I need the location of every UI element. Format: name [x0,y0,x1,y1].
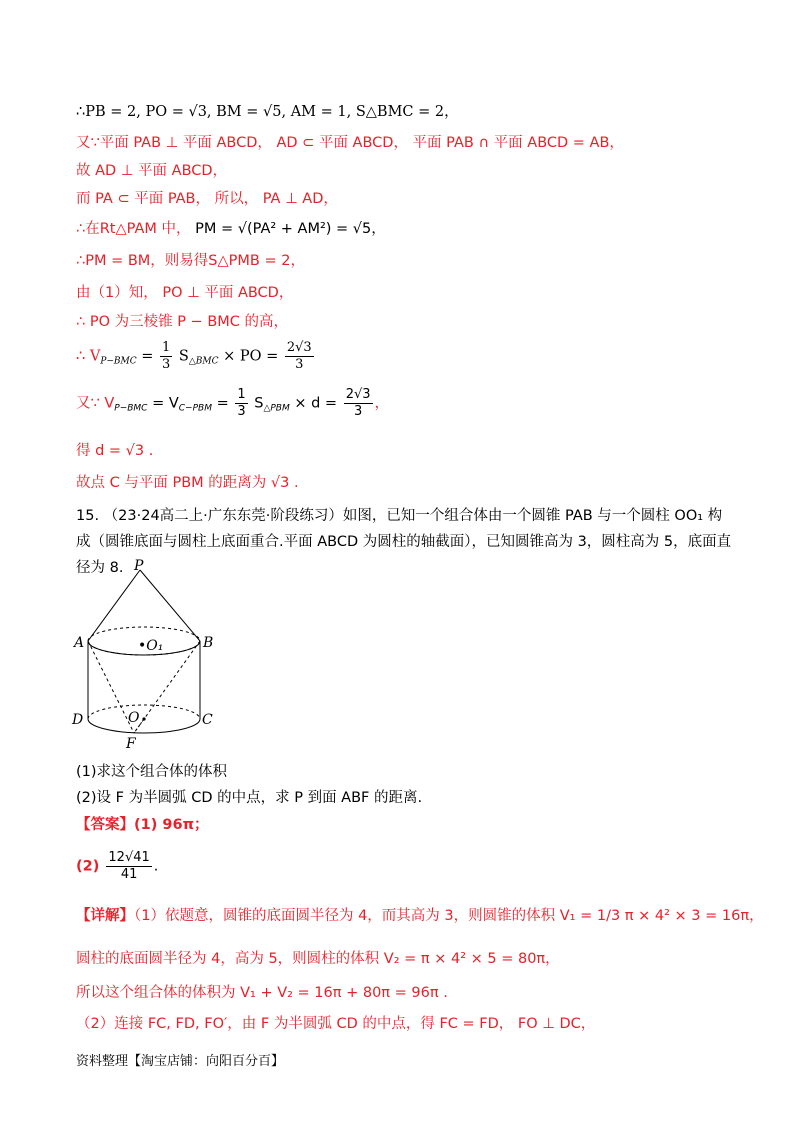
frac-den-2: 3 [295,357,304,372]
frac-num-4: 2√3 [345,387,371,402]
answer-label: 【答案】 [76,817,134,833]
line-10-sub2: C−PBM [178,403,212,414]
question-1: (1)求这个组合体的体积 [76,764,228,780]
line-10-d: S [249,395,264,412]
question-2: (2)设 F 为半圆弧 CD 的中点，求 P 到面 ABF 的距离. [76,790,423,806]
line-7: 由（1）知， PO ⊥ 平面 ABCD， [76,285,294,301]
label-A: A [74,635,85,651]
line-10-e: × d = [289,395,342,412]
line-9-b: = [136,348,158,365]
detail-label: 【详解】 [76,908,134,924]
label-F: F [126,736,136,752]
line-9-sub2: △BMC [188,356,219,367]
bottom-ellipse-front [88,719,200,733]
label-P: P [134,558,144,574]
line-10-b: = V [147,395,179,412]
frac-den-4: 3 [353,404,363,419]
detail-line-3: 所以这个组合体的体积为 V₁ + V₂ = 16π + 80π = 96π . [76,985,448,1001]
label-O1: •O₁ [138,638,164,654]
line-10-sub3: △PBM [263,403,290,414]
answer-line-1 [76,815,209,835]
label-C: C [202,712,213,728]
answer-2-num: 12√41 [108,850,150,865]
answer-2-suffix: . [153,858,159,875]
line-10-sub: P−BMC [114,403,148,414]
line-10-a: 又∵ V [76,395,115,412]
line-9-d: × PO = [218,348,283,365]
answer-line-2 [76,850,158,883]
line-11: 得 d = √3 . [76,443,154,459]
footer-text: 资料整理【淘宝店铺：向阳百分百】 [76,1054,285,1069]
detail-line-4: （2）连接 FC, FD, FO′，由 F 为半圆弧 CD 的中点，得 FC = FD， FO ⊥ DC， [76,1016,596,1032]
frac-num: 1 [162,340,171,355]
line-2: 又∵平面 PAB ⊥ 平面 ABCD， AD ⊂ 平面 ABCD， 平面 PAB ∩ 平面 ABCD = AB， [76,135,624,151]
answer-2-prefix: (2) [76,858,100,875]
frac-den-3: 3 [237,404,246,419]
line-9-a: ∴ V [76,348,101,365]
line-9 [76,340,316,373]
line-9-frac2 [285,340,314,373]
frac-num-2: 2√3 [286,340,312,355]
line-8: ∴ PO 为三棱锥 P − BMC 的高， [76,314,289,330]
detail-line-1 [76,906,764,926]
line-6: ∴PM = BM，则易得S△PMB = 2， [76,253,305,269]
frac-den: 3 [162,357,171,372]
bottom-ellipse-back [88,705,200,719]
line-1: ∴PB = 2, PO = √3, BM = √5, AM = 1, S△BMC = 2， [76,104,459,120]
line-9-frac [160,340,172,373]
line-12: 故点 C 与平面 PBM 的距离为 √3 . [76,475,299,491]
answer-2-frac [106,850,151,883]
cone-cylinder-figure [70,558,230,758]
problem-15-text: 15. （23·24高二上·广东东莞·阶段练习）如图，已知一个组合体由一个圆锥 PAB 与一个圆柱 OO₁ 构成（圆锥底面与圆柱上底面重合.平面 ABCD 为圆柱的轴截面），已知圆锥高为 3，圆柱高为 5，底面直径为 8. [76,508,732,576]
frac-num-3: 1 [237,387,246,402]
answer-1: (1) 96π； [134,817,209,833]
point-O [142,717,145,720]
line-5-prefix: ∴在Rt△PAM 中， [76,221,191,237]
detail-line-2: 圆柱的底面圆半径为 4，高为 5，则圆柱的体积 V₂ = π × 4² × 5 = 80π， [76,951,560,967]
detail-1: （1）依题意，圆锥的底面圆半径为 4，而其高为 3，则圆锥的体积 V₁ = 1/3 π × 4² × 3 = 16π， [134,908,764,924]
line-9-sub: P−BMC [100,356,137,367]
edge-PA [88,570,140,641]
line-9-c: S [174,348,189,365]
label-D: D [72,712,84,728]
label-B: B [203,635,214,651]
line-3: 故 AD ⊥ 平面 ABCD， [76,163,228,179]
answer-2-den: 41 [120,867,138,882]
label-O: O [128,710,140,726]
line-10 [76,387,389,420]
line-10-frac [235,387,247,420]
line-5-formula: PM = √(PA² + AM²) = √5， [195,221,386,237]
line-10-c: = [211,395,234,412]
edge-PB [140,570,200,641]
line-5 [76,219,386,239]
line-10-f: ， [374,395,390,412]
line-10-frac2 [344,387,373,420]
line-4: 而 PA ⊂ 平面 PAB， 所以， PA ⊥ AD， [76,191,338,207]
